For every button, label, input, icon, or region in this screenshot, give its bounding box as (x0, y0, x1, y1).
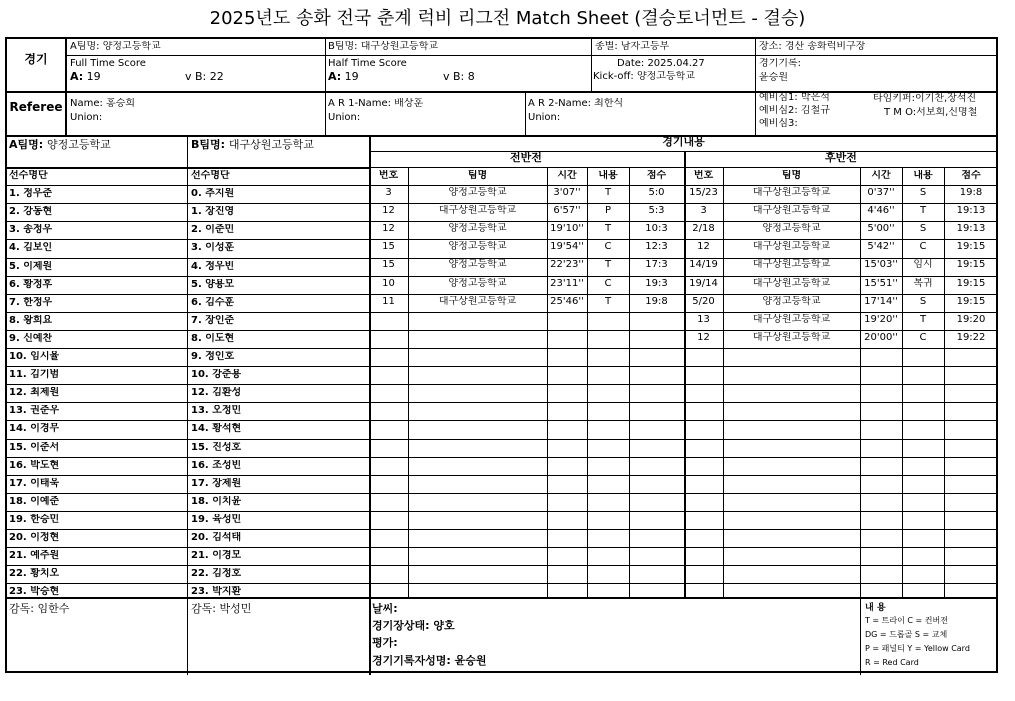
first-half-cell: 15 (382, 241, 395, 252)
first-half-cell: 12:3 (645, 241, 668, 252)
team-b-name: 대구상원고등학교 (360, 41, 439, 52)
full-time-label: Full Time Score (70, 58, 146, 69)
coach-a: 감독: 임한수 (9, 603, 70, 615)
second-half-cell: 19/14 (689, 278, 718, 289)
second-half-cell: 5'42'' (867, 241, 895, 252)
grid-line (7, 439, 998, 440)
legend-line-2: DG = 드롭골 S = 교체 (865, 630, 948, 639)
player-a: 14. 이경무 (9, 423, 60, 434)
second-half-cell: 양정고등학교 (762, 296, 821, 307)
roster-a-header: 선수명단 (9, 170, 48, 181)
first-half-cell: 19:8 (645, 296, 668, 307)
recorder-signature: 경기기록자성명: 윤승원 (372, 655, 487, 667)
grid-line (7, 547, 998, 548)
player-b: 13. 오정민 (191, 405, 242, 416)
player-b: 15. 진성호 (191, 442, 242, 453)
player-a: 18. 이예준 (9, 496, 60, 507)
player-a: 13. 권준우 (9, 405, 60, 416)
first-half-cell: 양정고등학교 (448, 241, 507, 252)
first-half-cell: 19'10'' (550, 223, 584, 234)
grid-line (629, 168, 630, 597)
legend-title: 내 용 (865, 603, 886, 613)
second-half-col-header: 번호 (693, 170, 714, 181)
first-half-cell: 양정고등학교 (448, 278, 507, 289)
first-half-cell: 대구상원고등학교 (438, 205, 517, 216)
second-half-cell: C (919, 332, 927, 343)
ar2-name: A R 2-Name: 최한식 (528, 98, 624, 109)
second-half-col-header: 시간 (871, 170, 891, 181)
second-half-cell: 12 (697, 241, 710, 252)
first-half-cell: 15 (382, 259, 395, 270)
second-half-cell: 대구상원고등학교 (752, 278, 831, 289)
second-half-cell: S (919, 296, 927, 307)
grid-line (7, 167, 369, 169)
first-half-cell: 3 (385, 187, 392, 198)
first-half-cell: 23'11'' (550, 278, 584, 289)
kickoff: Kick-off: 양정고등학교 (593, 71, 695, 82)
player-b: 6. 김수훈 (191, 297, 235, 308)
ar1-name: A R 1-Name: 배상훈 (328, 98, 424, 109)
team-b-label: B팀명: 대구상원고등학교 (328, 41, 439, 52)
first-half-cell: 10:3 (645, 223, 668, 234)
half-time-score-b: v B: 8 (443, 71, 475, 83)
second-half-cell: 15/23 (689, 187, 718, 198)
second-half-cell: 20'00'' (864, 332, 898, 343)
player-a: 20. 이정현 (9, 532, 60, 543)
field-condition: 경기장상태: 양호 (372, 620, 455, 632)
player-a: 11. 김기범 (9, 369, 60, 380)
player-a: 12. 최제원 (9, 387, 60, 398)
player-a: 2. 강동현 (9, 206, 53, 217)
grid-line (7, 312, 998, 313)
venue: 장소: 경산 송화럭비구장 (759, 41, 866, 52)
second-half-cell: 대구상원고등학교 (752, 187, 831, 198)
player-b: 4. 정우빈 (191, 261, 235, 272)
grid-line (944, 168, 945, 597)
grid-line (7, 203, 998, 204)
first-half-cell: 6'57'' (553, 205, 581, 216)
player-b: 8. 이도현 (191, 333, 235, 344)
second-half-cell: 14/19 (689, 259, 718, 270)
first-half-cell: 12 (382, 205, 395, 216)
full-time-score-a: A: 19 (70, 71, 101, 83)
player-b: 18. 이치윤 (191, 496, 242, 507)
second-half-cell: 3 (700, 205, 707, 216)
referee-label: Referee (9, 101, 63, 113)
second-half-cell: 12 (697, 332, 710, 343)
first-half-col-header: 내용 (598, 170, 618, 181)
legend-line-1: T = 트라이 C = 컨버젼 (865, 616, 948, 625)
second-half-cell: 19:15 (956, 278, 986, 289)
recorder: 윤승원 (759, 72, 788, 83)
second-half-cell: S (919, 187, 927, 198)
grid-line (7, 511, 998, 512)
first-half-cell: 양정고등학교 (448, 223, 507, 234)
second-half-cell: 15'51'' (864, 278, 898, 289)
coach-b: 감독: 박성민 (191, 603, 252, 615)
second-half-cell: S (919, 223, 927, 234)
first-half-col-header: 팀명 (467, 170, 488, 181)
player-a: 15. 이준서 (9, 442, 60, 453)
player-b: 20. 김석태 (191, 532, 242, 543)
second-half-cell: 17'14'' (864, 296, 898, 307)
first-half-col-header: 번호 (378, 170, 399, 181)
first-half-cell: 3'07'' (553, 187, 581, 198)
grid-line (7, 597, 998, 599)
player-a: 17. 이태욱 (9, 478, 60, 489)
first-half-cell: T (604, 259, 612, 270)
game-content-title: 경기내용 (662, 136, 705, 148)
grid-line (7, 330, 998, 331)
player-b: 23. 박지환 (191, 586, 242, 597)
grid-line (7, 258, 998, 259)
reserve-referee-3: 예비심3: (759, 118, 798, 129)
second-half-cell: 5/20 (692, 296, 715, 307)
second-half-cell: 19:15 (956, 259, 986, 270)
player-b: 17. 장제원 (191, 478, 242, 489)
player-b: 7. 장인준 (191, 315, 235, 326)
first-half-cell: 5:0 (648, 187, 665, 198)
second-half-cell: T (919, 205, 927, 216)
player-a: 4. 김보인 (9, 242, 53, 253)
first-half-cell: C (604, 278, 612, 289)
player-b: 3. 이성훈 (191, 242, 235, 253)
grid-line (7, 221, 998, 222)
second-half-cell: 15'03'' (864, 259, 898, 270)
player-b: 22. 김정호 (191, 568, 242, 579)
first-half-cell: 10 (382, 278, 395, 289)
player-a: 5. 이제원 (9, 261, 53, 272)
tmo: T M O:서보희,신명철 (884, 107, 978, 118)
second-half-cell: 19:13 (956, 205, 986, 216)
player-b: 2. 이준민 (191, 224, 235, 235)
player-a: 10. 임시율 (9, 351, 60, 362)
grid-line (7, 185, 998, 186)
reserve-referee-1: 예비심1: 박은석 (759, 92, 830, 103)
second-half-cell: 19:13 (956, 223, 986, 234)
second-half-cell: 5'00'' (867, 223, 895, 234)
match-sheet (5, 37, 998, 673)
first-half-cell: T (604, 223, 612, 234)
grid-line (860, 597, 861, 675)
second-half-cell: 19:15 (956, 296, 986, 307)
half-time-label: Half Time Score (328, 58, 407, 69)
second-half-cell: 대구상원고등학교 (752, 259, 831, 270)
first-half-cell: 19'54'' (550, 241, 584, 252)
second-half-cell: 양정고등학교 (762, 223, 821, 234)
player-b: 21. 이경모 (191, 550, 242, 561)
first-half-cell: 22'23'' (550, 259, 584, 270)
second-half-cell: 13 (697, 314, 710, 325)
grid-line (7, 565, 998, 566)
player-b: 9. 정인호 (191, 351, 235, 362)
second-half-cell: 0'37'' (867, 187, 895, 198)
second-half-cell: 19:8 (959, 187, 983, 198)
grid-line (7, 402, 998, 403)
ar1-union: Union: (328, 112, 361, 123)
player-a: 7. 한정우 (9, 297, 53, 308)
grid-line (187, 597, 188, 675)
grid-line (7, 384, 998, 385)
full-time-score-b: v B: 22 (185, 71, 224, 83)
second-half-col-header: 점수 (961, 170, 981, 181)
player-a: 6. 황정후 (9, 279, 53, 290)
second-half-title: 후반전 (825, 152, 857, 164)
evaluation: 평가: (372, 637, 398, 649)
category: 종별: 남자고등부 (595, 41, 670, 52)
second-half-cell: 2/18 (692, 223, 715, 234)
player-a: 21. 예주원 (9, 550, 60, 561)
grid-line (547, 168, 548, 597)
second-half-col-header: 내용 (913, 170, 933, 181)
legend-line-3: P = 패널티 Y = Yellow Card (865, 644, 970, 653)
player-a: 8. 왕희요 (9, 315, 53, 326)
grid-line (860, 168, 861, 597)
first-half-cell: 12 (382, 223, 395, 234)
second-half-cell: C (919, 241, 927, 252)
grid-line (902, 168, 903, 597)
grid-line (408, 168, 409, 597)
reserve-referee-2: 예비심2: 김철규 (759, 105, 830, 116)
grid-line (369, 167, 998, 168)
second-half-cell: 19'20'' (864, 314, 898, 325)
second-half-cell: 대구상원고등학교 (752, 332, 831, 343)
grid-line (369, 135, 371, 675)
first-half-cell: C (604, 241, 612, 252)
player-a: 23. 박승현 (9, 586, 60, 597)
player-b: 12. 김환성 (191, 387, 242, 398)
first-half-cell: P (604, 205, 612, 216)
player-a: 1. 정우준 (9, 188, 53, 199)
first-half-cell: T (604, 187, 612, 198)
recorder-label: 경기기록: (759, 58, 802, 69)
grid-line (723, 168, 724, 597)
first-half-cell: 5:3 (648, 205, 665, 216)
roster-b-header: 선수명단 (191, 170, 230, 181)
first-half-cell: 19:3 (645, 278, 668, 289)
grid-line (7, 475, 998, 476)
grid-line (7, 583, 998, 584)
ar2-union: Union: (528, 112, 561, 123)
second-half-cell: 복귀 (913, 278, 933, 289)
first-half-col-header: 점수 (646, 170, 667, 181)
second-half-cell: 대구상원고등학교 (752, 314, 831, 325)
team-a-name: 양정고등학교 (102, 41, 161, 52)
player-b: 19. 육성민 (191, 514, 242, 525)
second-half-cell: 임시 (913, 259, 933, 270)
player-a: 16. 박도현 (9, 460, 60, 471)
first-half-title: 전반전 (510, 152, 542, 164)
player-b: 16. 조성빈 (191, 460, 242, 471)
legend-line-4: R = Red Card (865, 658, 919, 667)
second-half-col-header: 팀명 (781, 170, 802, 181)
first-half-col-header: 시간 (557, 170, 577, 181)
player-a: 19. 한승민 (9, 514, 60, 525)
player-a: 9. 신예찬 (9, 333, 53, 344)
first-half-cell: 25'46'' (550, 296, 584, 307)
weather: 날씨: (372, 603, 398, 615)
game-label: 경기 (24, 53, 48, 65)
player-b: 5. 양용모 (191, 279, 235, 290)
roster-team-a: A팀명: 양정고등학교 (9, 139, 111, 151)
grid-line (369, 151, 998, 152)
grid-line (7, 276, 998, 277)
second-half-cell: 대구상원고등학교 (752, 205, 831, 216)
referee-union: Union: (70, 112, 103, 123)
player-a: 3. 송정우 (9, 224, 53, 235)
grid-line (7, 239, 998, 240)
grid-line (7, 366, 998, 367)
grid-line (7, 348, 998, 349)
half-time-score-a: A: 19 (328, 71, 359, 83)
second-half-cell: 19:22 (956, 332, 986, 343)
second-half-cell: 대구상원고등학교 (752, 241, 831, 252)
second-half-cell: T (919, 314, 927, 325)
team-a-label: A팀명: 양정고등학교 (70, 41, 161, 52)
grid-line (7, 294, 998, 295)
first-half-cell: 11 (382, 296, 395, 307)
grid-line (587, 168, 588, 597)
player-b: 1. 장진영 (191, 206, 235, 217)
first-half-cell: T (604, 296, 612, 307)
grid-line (7, 457, 998, 458)
timekeeper: 타임키퍼:이기찬,장석진 (873, 93, 977, 104)
grid-line (7, 493, 998, 494)
roster-team-b: B팀명: 대구상원고등학교 (191, 139, 314, 151)
second-half-cell: 19:15 (956, 241, 986, 252)
player-b: 14. 황석현 (191, 423, 242, 434)
first-half-cell: 대구상원고등학교 (438, 296, 517, 307)
match-date: Date: 2025.04.27 (617, 58, 705, 69)
page-title: 2025년도 송화 전국 춘계 럭비 리그전 Match Sheet (결승토너먼트 - 결승) (209, 8, 806, 29)
player-b: 10. 강준용 (191, 369, 242, 380)
grid-line (684, 152, 686, 597)
first-half-cell: 17:3 (645, 259, 668, 270)
player-a: 22. 황치오 (9, 568, 60, 579)
grid-line (7, 529, 998, 530)
first-half-cell: 양정고등학교 (448, 259, 507, 270)
referee-name: Name: 홍승희 (70, 98, 136, 109)
second-half-cell: 4'46'' (867, 205, 895, 216)
second-half-cell: 19:20 (956, 314, 986, 325)
grid-line (7, 420, 998, 421)
first-half-cell: 양정고등학교 (448, 187, 507, 198)
player-b: 0. 추지원 (191, 188, 235, 199)
